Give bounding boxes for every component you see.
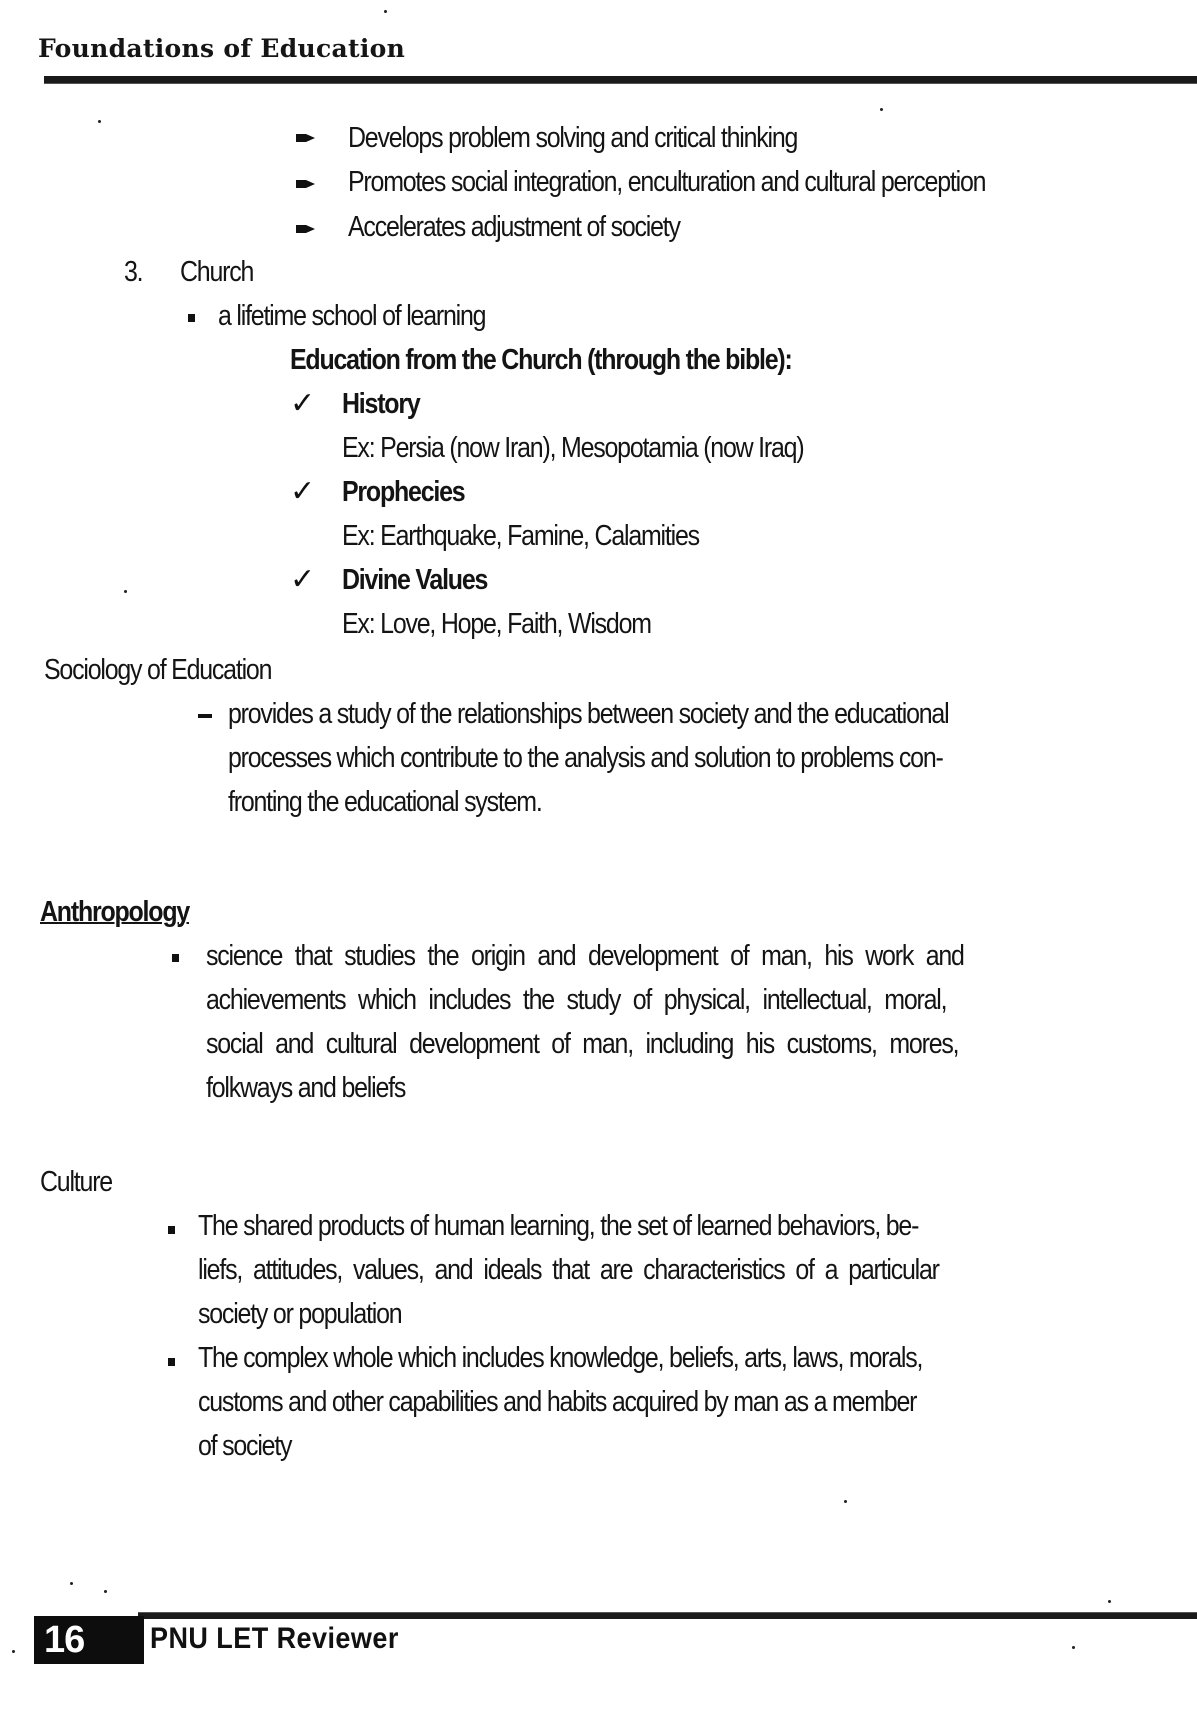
footer-rule [138,1612,1197,1619]
sociology-line: processes which contribute to the analysis and solution to problems con- [228,742,943,774]
church-number: 3. [124,256,143,288]
arrow-bullet-icon [296,223,316,235]
dash-bullet-icon [198,714,212,718]
check-item-label: History [342,388,420,420]
list-item: Develops problem solving and critical thinking [348,122,798,154]
scan-speck [104,1590,107,1593]
checkmark-icon: ✓ [290,562,316,597]
culture-line: customs and other capabilities and habits acquired by man as a member [198,1386,917,1418]
culture-line: of society [198,1430,292,1462]
square-bullet-icon [188,314,195,322]
check-item-example: Ex: Persia (now Iran), Mesopotamia (now Iraq) [342,432,804,464]
page-number: 16 [34,1616,144,1664]
culture-line: The shared products of human learning, the set of learned behaviors, be- [198,1210,919,1242]
culture-line: society or population [198,1298,402,1330]
church-description: a lifetime school of learning [218,300,486,332]
scan-speck [1072,1646,1075,1649]
sociology-line: provides a study of the relationships between society and the educational [228,698,949,730]
arrow-bullet-icon [296,178,316,190]
sociology-line: fronting the educational system. [228,786,542,818]
church-title: Church [180,256,254,288]
check-item-label: Divine Values [342,564,488,596]
check-item-example: Ex: Earthquake, Famine, Calamities [342,520,699,552]
anthropology-line: achievements which includes the study of physical, intellectual, moral, [206,984,947,1016]
scan-speck [98,120,101,123]
checkmark-icon: ✓ [290,386,316,421]
sociology-title: Sociology of Education [44,654,272,686]
scan-speck [880,108,883,111]
arrow-bullet-icon [296,132,316,144]
scan-speck [1108,1600,1111,1603]
scan-speck [124,590,127,593]
square-bullet-icon [168,1358,175,1366]
checkmark-icon: ✓ [290,474,316,509]
book-title: PNU LET Reviewer [150,1622,399,1655]
running-header: Foundations of Education [38,34,406,63]
anthropology-line: folkways and beliefs [206,1072,406,1104]
list-item: Accelerates adjustment of society [348,211,680,243]
anthropology-line: social and cultural development of man, including his customs, mores, [206,1028,959,1060]
scan-speck [384,10,387,13]
culture-line: liefs, attitudes, values, and ideals that are characteristics of a particular [198,1254,939,1286]
square-bullet-icon [172,954,179,962]
check-item-label: Prophecies [342,476,465,508]
anthropology-title: Anthropology [40,896,190,928]
header-rule [44,76,1197,84]
square-bullet-icon [168,1226,175,1234]
scan-speck [844,1500,847,1503]
culture-title: Culture [40,1166,112,1198]
church-subheading: Education from the Church (through the bible): [290,344,792,376]
check-item-example: Ex: Love, Hope, Faith, Wisdom [342,608,651,640]
list-item: Promotes social integration, enculturation and cultural perception [348,166,986,198]
culture-line: The complex whole which includes knowledge, beliefs, arts, laws, morals, [198,1342,923,1374]
scan-speck [70,1582,73,1585]
scan-speck [12,1650,15,1653]
anthropology-line: science that studies the origin and development of man, his work and [206,940,964,972]
